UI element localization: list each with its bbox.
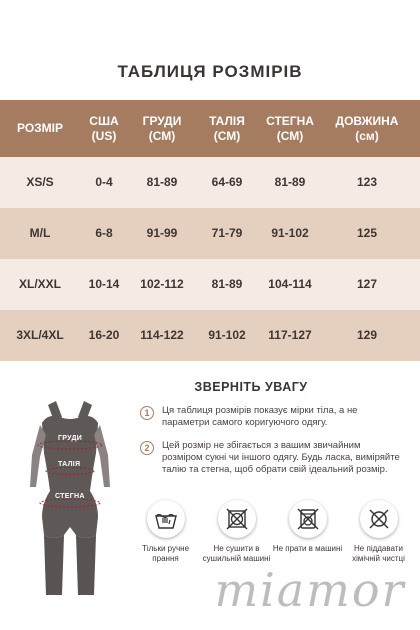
logo-text: miamor: [214, 563, 406, 617]
header-hips: СТЕГНА (СМ): [266, 113, 314, 143]
notice-number: 1: [140, 406, 154, 420]
table-header: [0, 100, 420, 157]
table-cell: 6-8: [95, 226, 113, 240]
header-chest: ГРУДИ (СМ): [142, 113, 182, 143]
table-cell: 102-112: [140, 277, 184, 291]
care-label: Не піддавати хімічній чистці: [352, 544, 405, 563]
bodysuit-illustration: [18, 395, 122, 605]
care-label: Не прати в машині: [272, 544, 343, 553]
table-cell: 91-102: [271, 226, 309, 240]
table-row: [0, 310, 420, 361]
header-us: США (US): [89, 113, 119, 143]
notice-item: [140, 440, 400, 476]
care-item: [272, 500, 343, 564]
table-cell: 81-89: [146, 175, 178, 189]
table-cell: XS/S: [26, 175, 54, 189]
table-cell: M/L: [29, 226, 51, 240]
hips-label: СТЕГНА: [55, 493, 85, 500]
page-title: ТАБЛИЦЯ РОЗМІРІВ: [117, 62, 303, 81]
table-cell: 129: [356, 328, 378, 342]
table-row: [0, 157, 420, 208]
table-cell: 3XL/4XL: [16, 328, 64, 342]
care-label: Не сушити в сушильній машині: [202, 544, 271, 563]
header-length: ДОВЖИНА (см): [335, 113, 399, 143]
table-cell: 125: [356, 226, 378, 240]
notice-title: ЗВЕРНІТЬ УВАГУ: [194, 380, 308, 394]
hand-wash-icon: [147, 500, 185, 538]
table-cell: 81-89: [274, 175, 306, 189]
care-item: [130, 500, 201, 564]
no-tumble-dry-icon: [218, 500, 256, 538]
table-cell: 114-122: [140, 328, 184, 342]
table-cell: 81-89: [211, 277, 243, 291]
notice-text: Цей розмір не збігається з вашим звичайним розміром сукні чи іншого одягу. Будь ласка, виміряйте талію та стегна, щоб обрати свій ідеальний розмір.: [162, 440, 400, 475]
table-cell: XL/XXL: [18, 277, 61, 291]
care-instructions: [130, 500, 415, 564]
chest-label: ГРУДИ: [58, 435, 83, 442]
table-row: [0, 259, 420, 310]
header-waist: ТАЛІЯ (СМ): [209, 113, 245, 143]
table-cell: 104-114: [268, 277, 312, 291]
table-cell: 117-127: [268, 328, 312, 342]
garment-figure: [18, 395, 122, 605]
notice-item: [140, 405, 400, 429]
waist-label: ТАЛІЯ: [58, 461, 81, 468]
size-table: [0, 100, 420, 361]
care-label: Тільки ручне прання: [141, 544, 190, 563]
care-item: [343, 500, 414, 564]
no-machine-wash-icon: [289, 500, 327, 538]
table-cell: 64-69: [211, 175, 243, 189]
table-cell: 123: [356, 175, 378, 189]
header-size: РОЗМІР: [16, 121, 64, 135]
table-cell: 71-79: [211, 226, 243, 240]
table-cell: 91-99: [146, 226, 178, 240]
table-row: [0, 208, 420, 259]
no-dry-clean-icon: [360, 500, 398, 538]
table-cell: 16-20: [88, 328, 120, 342]
care-item: [201, 500, 272, 564]
notice-number: 2: [140, 441, 154, 455]
table-cell: 10-14: [88, 277, 120, 291]
table-cell: 127: [356, 277, 378, 291]
brand-logo: [205, 562, 415, 622]
table-cell: 91-102: [208, 328, 246, 342]
notice-text: Ця таблиця розмірів показує мірки тіла, а не параметри самого коригуючого одягу.: [162, 405, 358, 428]
table-cell: 0-4: [95, 175, 113, 189]
